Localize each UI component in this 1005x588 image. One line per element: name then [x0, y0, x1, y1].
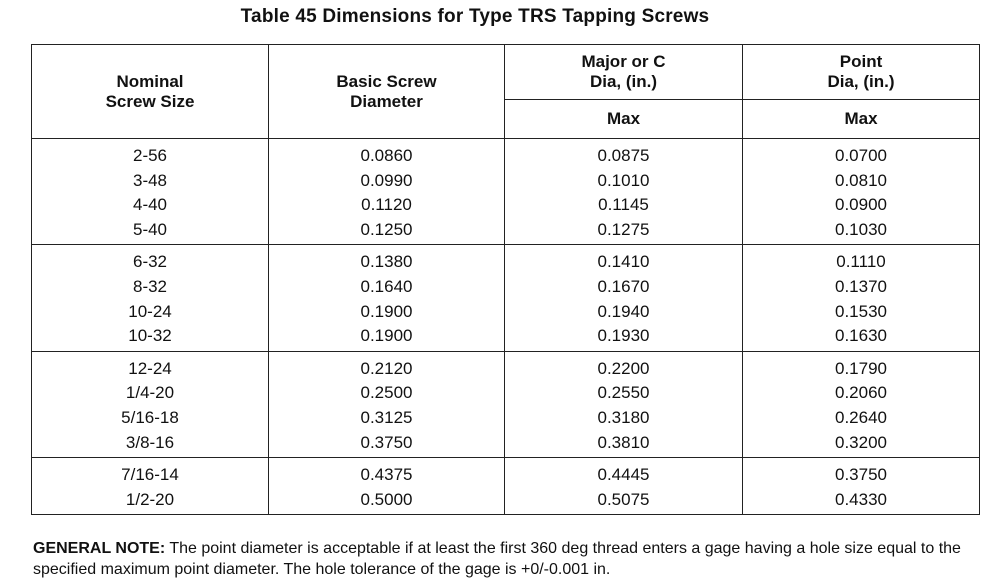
cell-screw-size: 3-48 [132, 170, 168, 190]
cell-screw-size: 10-32 [128, 326, 172, 346]
header-text: Dia, (in.) [589, 72, 658, 91]
cell-point-dia-max-column [743, 139, 980, 245]
cell-basic-diameter: 0.1120 [361, 195, 412, 215]
header-text: Screw Size [105, 91, 195, 111]
cell-screw-size-column [32, 139, 269, 245]
cell-basic-diameter: 0.0990 [360, 170, 413, 190]
cell-screw-size: 10-24 [128, 301, 172, 321]
cell-point-dia-max: 0.3200 [835, 432, 887, 452]
header-point-dia [743, 45, 980, 100]
header-text: Basic Screw [336, 71, 437, 91]
cell-major-dia-max: 0.0875 [597, 146, 650, 165]
cell-point-dia-max: 0.1530 [835, 301, 887, 321]
cell-screw-size: 6-32 [132, 252, 168, 272]
cell-screw-size: 3/8-16 [125, 432, 175, 452]
cell-screw-size: 5/16-18 [121, 407, 179, 427]
cell-point-dia-max: 0.1630 [835, 326, 887, 346]
cell-point-dia-max: 0.0810 [835, 170, 887, 190]
cell-screw-size: 8-32 [132, 276, 168, 296]
dimensions-table [31, 44, 980, 515]
header-major-max: Max [505, 100, 743, 139]
cell-basic-diameter: 0.3125 [360, 407, 413, 427]
cell-screw-size: 4-40 [132, 195, 168, 215]
cell-major-dia-max: 0.4445 [597, 465, 650, 485]
header-text: Major or C [581, 52, 666, 71]
cell-screw-size: 2-56 [132, 146, 168, 165]
cell-point-dia-max: 0.2060 [835, 383, 887, 403]
general-note-text: The point diameter is acceptable if at least the first 360 deg thread enters a gage having a hole size equal to the specified maximum point diameter. The hole tolerance of the gage is +0/-0.001 in. [33, 540, 961, 578]
general-note-lead: GENERAL NOTE: [33, 540, 166, 557]
table-row [32, 458, 980, 515]
cell-basic-diameter: 0.2500 [360, 383, 413, 403]
cell-point-dia-max: 0.0900 [835, 195, 887, 215]
cell-screw-size: 1/4-20 [125, 383, 175, 403]
cell-basic-diameter: 0.1640 [360, 276, 413, 296]
cell-point-dia-max-column [743, 458, 980, 515]
cell-major-dia-max-column [505, 245, 743, 351]
header-text: Diameter [350, 91, 423, 111]
table-title: Table 45 Dimensions for Type TRS Tapping Screws [240, 6, 710, 27]
header-text: Point [839, 52, 883, 71]
table-row [32, 139, 980, 245]
cell-major-dia-max: 0.1010 [597, 170, 650, 190]
header-text: Nominal [116, 71, 184, 91]
cell-screw-size-column [32, 458, 269, 515]
general-note [33, 538, 983, 580]
cell-point-dia-max: 0.1110 [836, 252, 886, 272]
cell-major-dia-max: 0.1940 [597, 301, 650, 321]
header-major-dia [505, 45, 743, 100]
table-header [32, 45, 980, 139]
table-row-group [32, 139, 980, 245]
cell-point-dia-max: 0.3750 [835, 465, 887, 485]
cell-major-dia-max: 0.5075 [597, 489, 650, 509]
cell-screw-size: 12-24 [128, 358, 172, 378]
cell-basic-diameter: 0.2120 [360, 358, 413, 378]
cell-major-dia-max: 0.1145 [598, 195, 649, 215]
table-row [32, 245, 980, 351]
cell-point-dia-max: 0.4330 [835, 489, 887, 509]
cell-screw-size: 1/2-20 [125, 489, 175, 509]
header-text: Dia, (in.) [827, 72, 895, 91]
table-row-group [32, 351, 980, 457]
cell-major-dia-max: 0.2200 [597, 358, 650, 378]
table-row [32, 351, 980, 457]
cell-major-dia-max: 0.1275 [597, 219, 650, 239]
header-point-max: Max [743, 100, 980, 139]
cell-basic-diameter-column [269, 458, 505, 515]
cell-basic-diameter: 0.0860 [360, 146, 413, 165]
cell-screw-size: 5-40 [132, 219, 168, 239]
cell-point-dia-max: 0.1030 [835, 219, 887, 239]
cell-screw-size-column [32, 351, 269, 457]
cell-screw-size-column [32, 245, 269, 351]
cell-major-dia-max: 0.1670 [597, 276, 650, 296]
cell-basic-diameter: 0.1900 [360, 301, 413, 321]
cell-basic-diameter: 0.1380 [360, 252, 413, 272]
cell-major-dia-max-column [505, 351, 743, 457]
header-nominal-screw-size [32, 45, 269, 139]
table-row-group [32, 245, 980, 351]
cell-major-dia-max-column [505, 139, 743, 245]
cell-major-dia-max: 0.3810 [597, 432, 650, 452]
cell-point-dia-max-column [743, 245, 980, 351]
cell-basic-diameter: 0.5000 [360, 489, 413, 509]
cell-point-dia-max-column [743, 351, 980, 457]
cell-major-dia-max: 0.1930 [597, 326, 650, 346]
cell-basic-diameter: 0.1250 [360, 219, 413, 239]
cell-basic-diameter: 0.3750 [360, 432, 413, 452]
cell-basic-diameter-column [269, 139, 505, 245]
cell-basic-diameter: 0.4375 [360, 465, 413, 485]
cell-point-dia-max: 0.0700 [835, 146, 887, 165]
cell-screw-size: 7/16-14 [121, 465, 179, 485]
cell-major-dia-max: 0.3180 [597, 407, 650, 427]
cell-major-dia-max-column [505, 458, 743, 515]
cell-major-dia-max: 0.1410 [597, 252, 650, 272]
cell-basic-diameter-column [269, 245, 505, 351]
cell-basic-diameter-column [269, 351, 505, 457]
cell-point-dia-max: 0.1370 [835, 276, 887, 296]
table-row-group [32, 458, 980, 515]
cell-point-dia-max: 0.2640 [835, 407, 887, 427]
cell-point-dia-max: 0.1790 [835, 358, 887, 378]
cell-major-dia-max: 0.2550 [597, 383, 650, 403]
header-basic-screw-diameter [269, 45, 505, 139]
cell-basic-diameter: 0.1900 [360, 326, 413, 346]
